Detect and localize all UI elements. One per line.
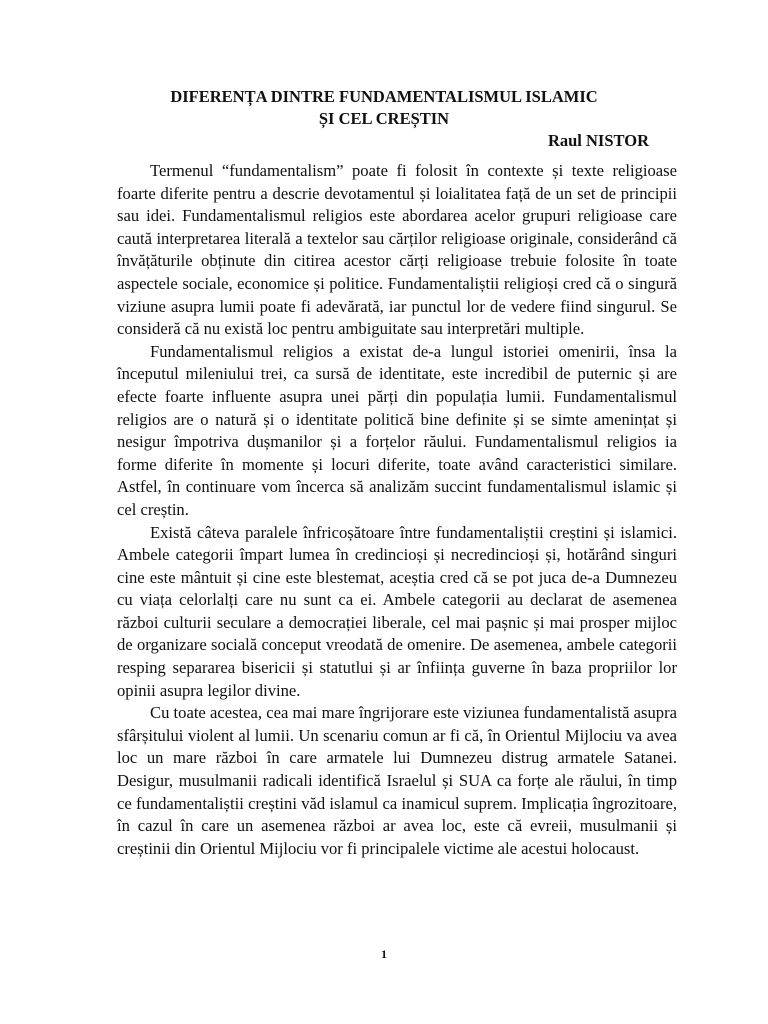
body-text (117, 160, 677, 860)
paragraph-1: Termenul “fundamentalism” poate fi folosit în contexte și texte religioase foarte diferite pentru a descrie devotamentul și loialitatea față de un set de principii sau idei. Fundamentalismul religios este abordarea acelor grupuri religioase care caută interpretarea literală a textelor sau cărților religioase originale, considerând că învățăturile obținute din citirea acestor cărți religioase trebuie folosite în toate aspectele sociale, economice și politice. Fundamentaliștii religioși cred că o singură viziune asupra lumii poate fi adevărată, iar punctul lor de vedere fiind singurul. Se consideră că nu există loc pentru ambiguitate sau interpretări multiple. (117, 161, 677, 339)
title-line-1: DIFERENȚA DINTRE FUNDAMENTALISMUL ISLAMIC (170, 87, 598, 106)
paragraph-2: Fundamentalismul religios a existat de-a lungul istoriei omenirii, însa la începutul mileniului trei, ca sursă de identitate, este incredibil de puternic și are efecte foarte influente asupra unei părți din populația lumii. Fundamentalismul religios are o natură și o identitate politică bine definite și se simte amenințat și nesigur împotriva dușmanilor și a forțelor răului. Fundamentalismul religios ia forme diferite în momente și locuri diferite, toate având caracteristici similare. Astfel, în continuare vom încerca să analizăm succint fundamentalismul islamic și cel creștin. (117, 341, 677, 519)
author-name: Raul NISTOR (547, 131, 649, 150)
title-line-2: ȘI CEL CREȘTIN (318, 109, 450, 128)
page-number: 1 (381, 947, 387, 961)
paragraph-4: Cu toate acestea, cea mai mare îngrijorare este viziunea fundamentalistă asupra sfârșitului violent al lumii. Un scenariu comun ar fi că, în Orientul Mijlociu va avea loc un mare război în care armatele lui Dumnezeu distrug armatele Satanei. Desigur, musulmanii radicali identifică Israelul și SUA ca forțe ale răului, în timp ce fundamentaliștii creștini văd islamul ca inamicul suprem. Implicația îngrozitoare, în cazul în care un asemenea război ar avea loc, este că evreii, musulmanii și creștinii din Orientul Mijlociu vor fi principalele victime ale acestui holocaust. (117, 703, 677, 858)
paragraph-3: Există câteva paralele înfricoșătoare între fundamentaliștii creștini și islamici. Ambele categorii împart lumea în credincioși și necredincioși și, hotărând singuri cine este mântuit și cine este blestemat, aceștia cred că se pot juca de-a Dumnezeu cu viața celorlalți care nu sunt ca ei. Ambele categorii au declarat de asemenea război culturii seculare a democrației liberale, cel mai pașnic și mai prosper mijloc de organizare socială conceput vreodată de omenire. De asemenea, ambele categorii resping separarea bisericii și statutlui și ar înființa guverne în baza propriilor lor opinii asupra legilor divine. (117, 522, 677, 700)
